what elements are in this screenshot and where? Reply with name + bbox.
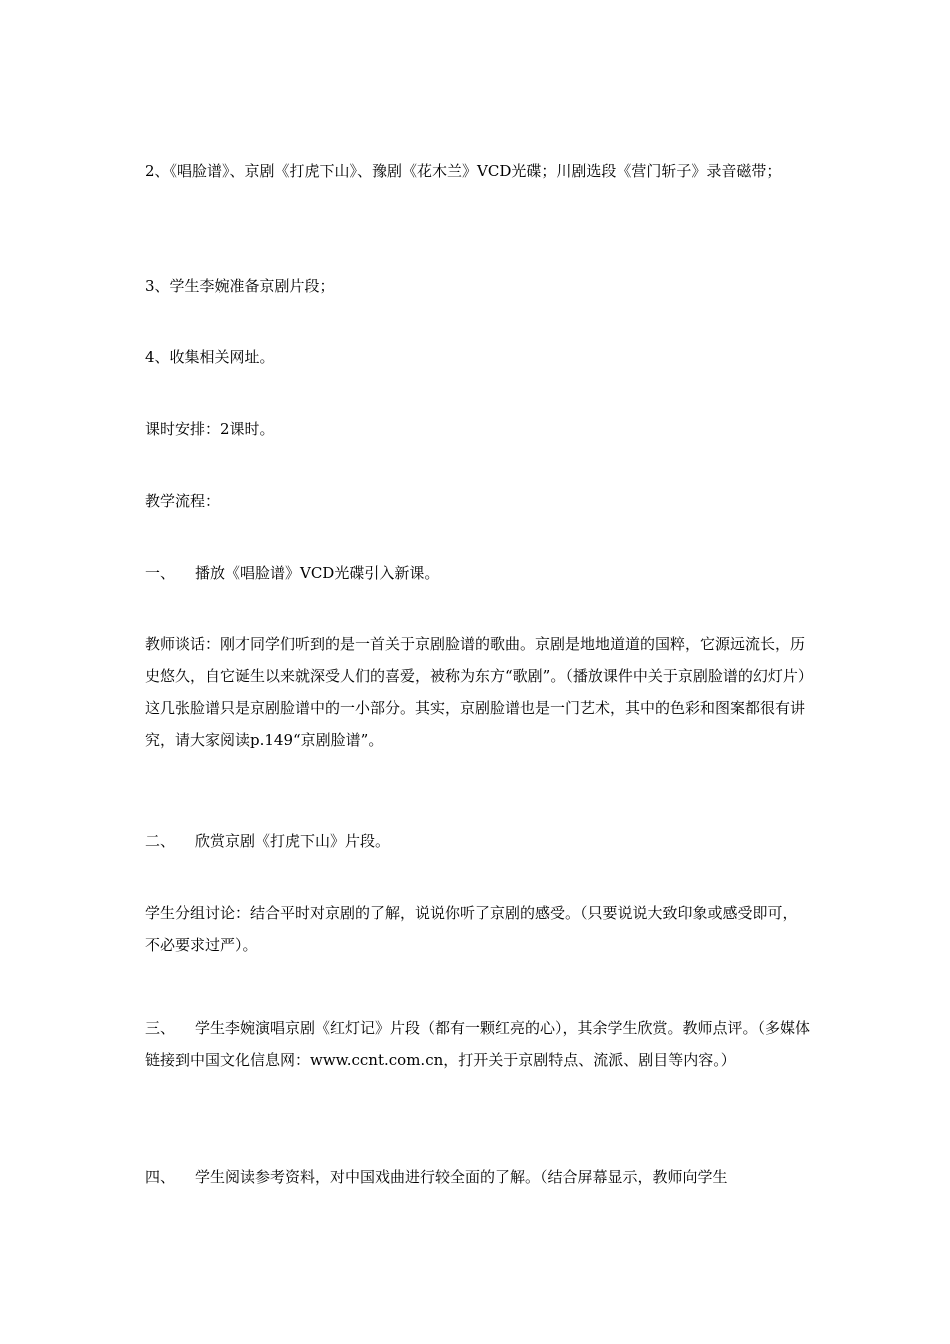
section-heading-4 (145, 1161, 810, 1193)
paragraph-teacher-talk: 教师谈话：刚才同学们听到的是一首关于京剧脸谱的歌曲。京剧是地地道道的国粹，它源远流长，历史悠久，自它诞生以来就深受人们的喜爱，被称为东方“歌剧”。（播放课件中关于京剧脸谱的幻灯片）这几张脸谱只是京剧脸谱中的一小部分。其实，京剧脸谱也是一门艺术，其中的色彩和图案都很有讲究，请大家阅读p.149“京剧脸谱”。 (145, 635, 806, 749)
section-number: 二、 (145, 832, 176, 850)
section-number: 一、 (145, 564, 176, 582)
paragraph-group-discussion: 学生分组讨论：结合平时对京剧的了解，说说你听了京剧的感受。（只要说说大致印象或感受即可，不必要求过严）。 (145, 904, 798, 954)
section-heading-2 (145, 825, 810, 857)
section-text: 欣赏京剧《打虎下山》片段。 (195, 832, 391, 850)
paragraph-materials-2: 2、《唱脸谱》、京剧《打虎下山》、豫剧《花木兰》VCD光碟；川剧选段《营门斩子》录音磁带； (145, 162, 782, 180)
section-text: 播放《唱脸谱》VCD光碟引入新课。 (195, 564, 440, 582)
paragraph-materials-4: 4、收集相关网址。 (145, 348, 275, 366)
section-text: 学生阅读参考资料，对中国戏曲进行较全面的了解。（结合屏幕显示，教师向学生 (195, 1168, 728, 1186)
section-heading-3 (145, 1012, 810, 1076)
section-number: 四、 (145, 1168, 176, 1186)
paragraph-schedule: 课时安排：2课时。 (145, 420, 275, 438)
paragraph-materials-3: 3、学生李婉准备京剧片段； (145, 277, 335, 295)
section-heading-1 (145, 557, 810, 589)
paragraph-process-heading: 教学流程： (145, 492, 221, 510)
section-text: 学生李婉演唱京剧《红灯记》片段（都有一颗红亮的心），其余学生欣赏。教师点评。（多媒体链接到中国文化信息网：www.ccnt.com.cn，打开关于京剧特点、流派、剧目等内容。） (145, 1019, 811, 1069)
section-number: 三、 (145, 1019, 176, 1037)
